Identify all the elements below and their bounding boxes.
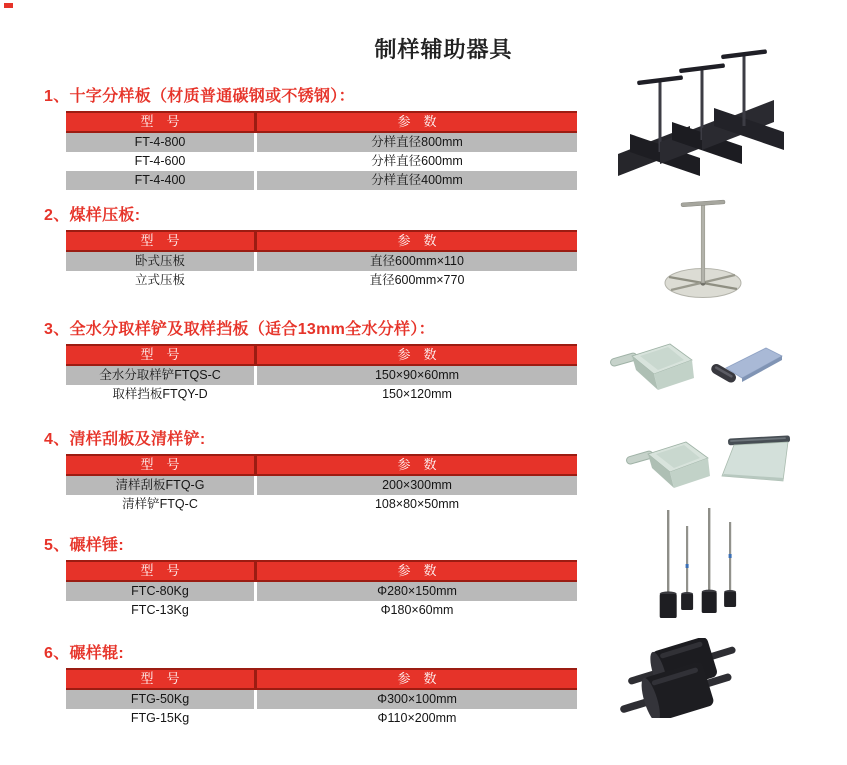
table-row bbox=[66, 709, 577, 728]
col-header-model: 型 号 bbox=[66, 232, 254, 250]
corner-mark bbox=[4, 3, 13, 8]
table-row bbox=[66, 690, 577, 709]
table-header-row bbox=[66, 668, 577, 690]
param-cell: 150×90×60mm bbox=[257, 366, 577, 385]
vertical-press-stand-photo bbox=[658, 190, 748, 304]
col-header-model: 型 号 bbox=[66, 562, 254, 580]
model-cell: 清样刮板FTQ-G bbox=[66, 476, 254, 495]
spec-table bbox=[66, 668, 577, 728]
col-header-param: 参 数 bbox=[257, 670, 577, 688]
model-cell: FT-4-400 bbox=[66, 171, 254, 190]
section-heading: 1、十字分样板（材质普通碳钢或不锈钢）： bbox=[44, 88, 355, 105]
table-row bbox=[66, 152, 577, 171]
col-header-model: 型 号 bbox=[66, 670, 254, 688]
table-header-row bbox=[66, 230, 577, 252]
section-coal-press bbox=[44, 206, 580, 290]
param-cell: Φ280×150mm bbox=[257, 582, 577, 601]
moisture-scoop-and-baffle-photo bbox=[610, 340, 786, 402]
model-cell: FTC-13Kg bbox=[66, 601, 254, 620]
table-header-row bbox=[66, 344, 577, 366]
section-heading: 2、煤样压板: bbox=[44, 207, 141, 224]
spec-table bbox=[66, 560, 577, 620]
param-cell: 分样直径600mm bbox=[257, 152, 577, 171]
section-moisture-scoop bbox=[44, 320, 580, 404]
table-row bbox=[66, 601, 577, 620]
section-heading: 4、清样刮板及清样铲: bbox=[44, 431, 206, 448]
section-sample-hammer bbox=[44, 536, 580, 620]
table-row bbox=[66, 495, 577, 514]
section-heading: 6、碾样辊: bbox=[44, 645, 125, 662]
col-header-model: 型 号 bbox=[66, 456, 254, 474]
spec-table bbox=[66, 344, 577, 404]
table-row bbox=[66, 582, 577, 601]
col-header-model: 型 号 bbox=[66, 346, 254, 364]
cross-sample-dividers-photo bbox=[618, 46, 786, 186]
param-cell: 分样直径400mm bbox=[257, 171, 577, 190]
table-header-row bbox=[66, 111, 577, 133]
model-cell: 卧式压板 bbox=[66, 252, 254, 271]
table-row bbox=[66, 171, 577, 190]
param-cell: 108×80×50mm bbox=[257, 495, 577, 514]
section-cleaning-tools bbox=[44, 430, 580, 514]
param-cell: Φ180×60mm bbox=[257, 601, 577, 620]
spec-table bbox=[66, 111, 577, 190]
model-cell: FT-4-800 bbox=[66, 133, 254, 152]
section-cross-divider bbox=[44, 87, 580, 190]
col-header-model: 型 号 bbox=[66, 113, 254, 131]
model-cell: FTC-80Kg bbox=[66, 582, 254, 601]
col-header-param: 参 数 bbox=[257, 346, 577, 364]
param-cell: Φ110×200mm bbox=[257, 709, 577, 728]
cleaning-scraper-and-shovel-photo bbox=[624, 430, 792, 496]
param-cell: 直径600mm×110 bbox=[257, 252, 577, 271]
param-cell: 直径600mm×770 bbox=[257, 271, 577, 290]
section-heading: 3、全水分取样铲及取样挡板（适合13mm全水分样）： bbox=[44, 321, 435, 338]
param-cell: 分样直径800mm bbox=[257, 133, 577, 152]
col-header-param: 参 数 bbox=[257, 232, 577, 250]
table-row bbox=[66, 252, 577, 271]
model-cell: FTG-15Kg bbox=[66, 709, 254, 728]
model-cell: 立式压板 bbox=[66, 271, 254, 290]
model-cell: FT-4-600 bbox=[66, 152, 254, 171]
table-row bbox=[66, 133, 577, 152]
table-row bbox=[66, 271, 577, 290]
spec-table bbox=[66, 454, 577, 514]
table-row bbox=[66, 476, 577, 495]
table-header-row bbox=[66, 560, 577, 582]
col-header-param: 参 数 bbox=[257, 113, 577, 131]
model-cell: FTG-50Kg bbox=[66, 690, 254, 709]
sample-hammers-photo bbox=[654, 506, 744, 620]
sample-rollers-photo bbox=[616, 638, 748, 718]
param-cell: 150×120mm bbox=[257, 385, 577, 404]
table-header-row bbox=[66, 454, 577, 476]
model-cell: 取样挡板FTQY-D bbox=[66, 385, 254, 404]
col-header-param: 参 数 bbox=[257, 456, 577, 474]
param-cell: 200×300mm bbox=[257, 476, 577, 495]
spec-table bbox=[66, 230, 577, 290]
section-sample-roller bbox=[44, 644, 580, 728]
model-cell: 清样铲FTQ-C bbox=[66, 495, 254, 514]
page-title: 制样辅助器具 bbox=[374, 37, 513, 62]
table-row bbox=[66, 366, 577, 385]
model-cell: 全水分取样铲FTQS-C bbox=[66, 366, 254, 385]
col-header-param: 参 数 bbox=[257, 562, 577, 580]
param-cell: Φ300×100mm bbox=[257, 690, 577, 709]
section-heading: 5、碾样锤: bbox=[44, 537, 125, 554]
table-row bbox=[66, 385, 577, 404]
